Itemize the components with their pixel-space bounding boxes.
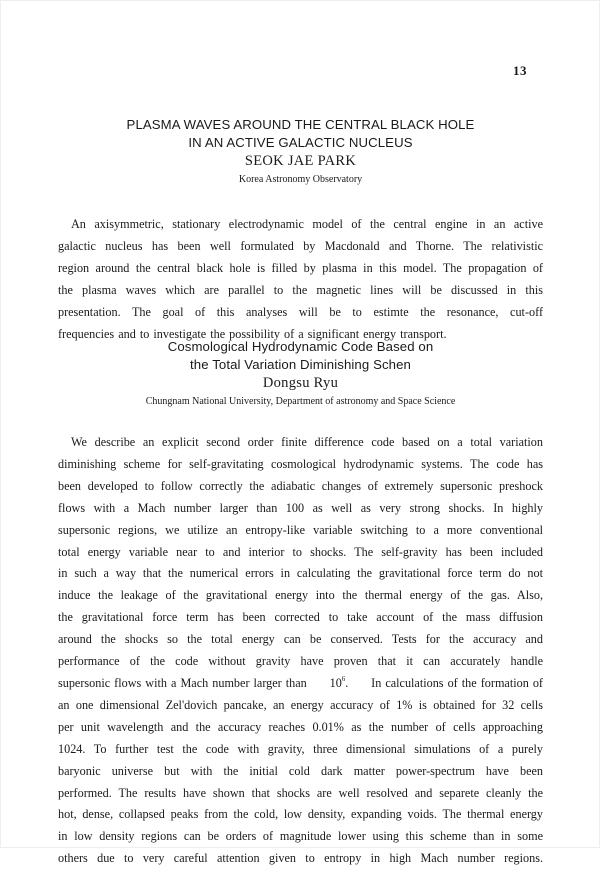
body-line: We describe an explicit second order finite difference code based on a total variation	[71, 435, 543, 449]
title-line: PLASMA WAVES AROUND THE CENTRAL BLACK HOLE	[126, 117, 475, 132]
abstract-body	[58, 432, 543, 870]
abstract-cosmological-code	[58, 338, 543, 870]
body-line-part: In calculations of the formation of	[371, 675, 543, 690]
body-line: galactic nucleus has been well formulated by Macdonald and Thorne. The relativistic	[58, 238, 543, 253]
abstract-body	[58, 214, 543, 345]
body-line: in such a way that the numerical errors in calculating the gravitational force term do not	[58, 566, 543, 581]
body-line: diminishing scheme for self-gravitating cosmological hydrodynamic systems. The code has	[58, 456, 543, 471]
body-line-with-power	[58, 673, 543, 695]
body-line: An axisymmetric, stationary electrodynamic model of the central engine in an active	[71, 217, 543, 231]
body-line: per unit wavelength and the accuracy reaches 0.01% as the number of cells approaching	[58, 719, 543, 734]
abstract-plasma-waves	[58, 116, 543, 345]
body-line: been developed to follow correctly the adiabatic changes of extremely supersonic preshock	[58, 478, 543, 493]
author-affiliation: Chungnam National University, Department of astronomy and Space Science	[145, 396, 456, 407]
page-number: 13	[513, 63, 527, 78]
mach-power: $10^6$.	[329, 674, 349, 690]
body-line: supersonic regions, we utilize an entropy-like variable switching to a more conventional	[58, 522, 543, 537]
body-line-part: supersonic flows with a Mach number larger than	[58, 675, 307, 690]
abstract-title	[58, 338, 543, 374]
title-line: IN AN ACTIVE GALACTIC NUCLEUS	[188, 135, 413, 150]
body-line: induce the leakage of the gravitational energy into the thermal energy of the gas. Also,	[58, 588, 543, 603]
body-line: performance of the code without gravity have proven that it can accurately handle	[58, 654, 543, 669]
body-line: flows with a Mach number larger than 100 as well as very strong shocks. In highly	[58, 500, 543, 515]
body-line: performed. The results have shown that shocks are well resolved and separete cleanly the	[58, 785, 543, 800]
author-name: Dongsu Ryu	[262, 375, 339, 391]
author-name: SEOK JAE PARK	[244, 153, 357, 169]
body-line: around the shocks so the total energy can be conserved. Tests for the accuracy and	[58, 632, 543, 647]
body-line: baryonic universe but with the initial cold dark matter power-spectrum have been	[58, 763, 543, 778]
body-line: others due to very careful attention given to entropy in high Mach number regions.	[58, 851, 543, 866]
body-line: presentation. The goal of this analyses will be to estimte the resonance, cut-off	[58, 304, 543, 319]
body-line: an one dimensional Zel'dovich pancake, an energy accuracy of 1% is obtained for 32 cells	[58, 697, 543, 712]
author-affiliation: Korea Astronomy Observatory	[238, 174, 363, 185]
body-line: the gravitational force term has been corrected to take account of the mass diffusion	[58, 610, 543, 625]
body-line: region around the central black hole is filled by plasma in this model. The propagation of	[58, 260, 543, 275]
title-line: the Total Variation Diminishing Schen	[190, 357, 411, 372]
body-line: total energy variable near to and interior to shocks. The self-gravity has been included	[58, 544, 543, 559]
body-line: hot, dense, collapsed peaks from the cold, low density, expanding voids. The thermal energy	[58, 807, 543, 822]
power-base: 10	[329, 675, 342, 690]
body-line: frequencies and to investigate the possibility of a significant energy transport.	[58, 326, 447, 341]
body-line: in low density regions can be orders of magnitude lower using this scheme than in some	[58, 829, 543, 844]
body-line: the plasma waves which are parallel to the magnetic lines will be discussed in this	[58, 282, 543, 297]
power-exponent: 6	[341, 674, 346, 683]
body-line: 1024. To further test the code with gravity, three dimensional simulations of a purely	[58, 741, 543, 756]
title-line: Cosmological Hydrodynamic Code Based on	[167, 339, 434, 354]
abstract-title	[58, 116, 543, 152]
